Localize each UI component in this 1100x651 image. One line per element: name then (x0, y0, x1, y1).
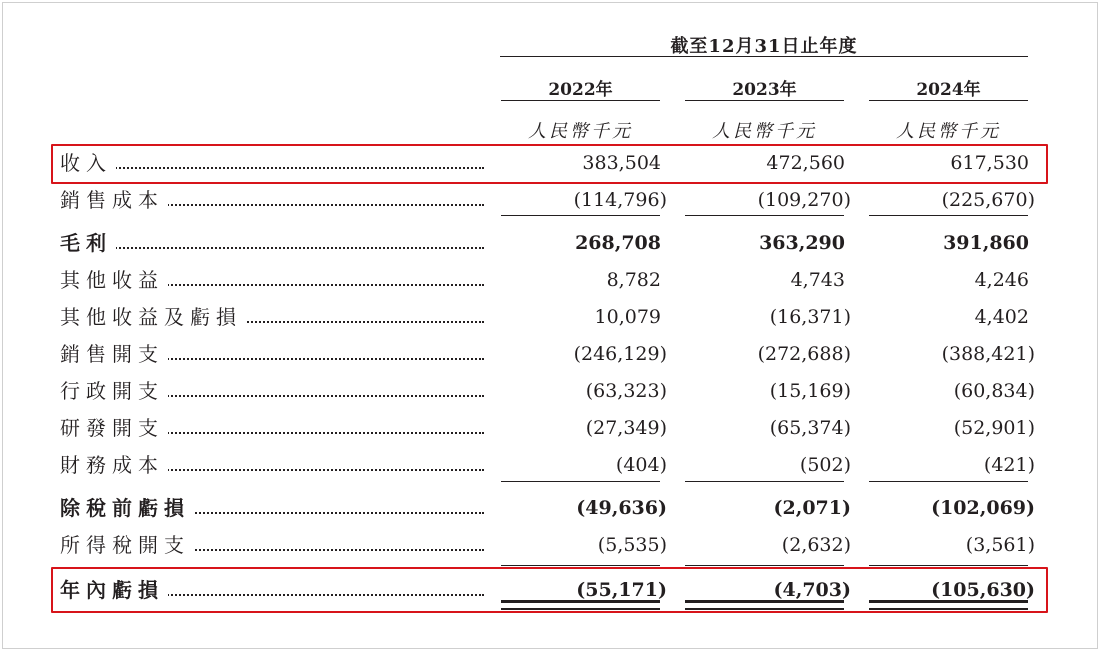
cell-2023: (15,169) (769, 380, 851, 402)
cell-2022: (114,796) (573, 189, 667, 211)
cell-2023: (2,632) (781, 534, 851, 556)
row-label (60, 530, 500, 560)
row-label (60, 339, 500, 369)
cell-2023: 4,743 (790, 269, 845, 291)
row-label-text: 其他收益 (60, 268, 168, 292)
cell-2022: 268,708 (575, 232, 661, 254)
cell-2023: (4,703) (773, 579, 851, 601)
cell-2024: (3,561) (965, 534, 1035, 556)
cell-2024: (421) (983, 454, 1035, 476)
table-row (0, 339, 1100, 369)
row-label (60, 228, 500, 258)
cell-2023: (65,374) (769, 417, 851, 439)
table-row (0, 493, 1100, 523)
total-double-rule (869, 600, 1028, 610)
cell-2023: 363,290 (759, 232, 845, 254)
row-label-text: 除稅前虧損 (60, 496, 194, 520)
table-row (0, 148, 1100, 178)
year-header-2024: 2024年 (916, 80, 981, 100)
table-row (0, 228, 1100, 258)
dot-leader (60, 167, 484, 169)
cell-2022: 8,782 (606, 269, 661, 291)
year-rule-2024 (869, 100, 1028, 101)
row-label-text: 研發開支 (60, 416, 168, 440)
cell-2022: (246,129) (573, 343, 667, 365)
cell-2024: (105,630) (931, 579, 1035, 601)
subtotal-rule (501, 565, 660, 566)
cell-2022: (5,535) (597, 534, 667, 556)
row-label-text: 行政開支 (60, 379, 168, 403)
subtotal-rule (685, 565, 844, 566)
row-label (60, 302, 500, 332)
row-label-text: 收入 (60, 151, 116, 175)
cell-2024: (225,670) (941, 189, 1035, 211)
cell-2022: (404) (615, 454, 667, 476)
cell-2022: 383,504 (582, 152, 661, 174)
row-label-text: 財務成本 (60, 453, 168, 477)
total-double-rule (685, 600, 844, 610)
row-label (60, 450, 500, 480)
row-label-text: 所得稅開支 (60, 533, 194, 557)
year-rule-2023 (685, 100, 844, 101)
cell-2024: 391,860 (943, 232, 1029, 254)
row-label-text: 銷售成本 (60, 188, 168, 212)
row-label (60, 376, 500, 406)
subtotal-rule (685, 215, 844, 216)
row-label-text: 年內虧損 (60, 578, 168, 602)
cell-2023: (502) (799, 454, 851, 476)
table-row (0, 185, 1100, 215)
row-label (60, 265, 500, 295)
unit-label-2022: 人民幣千元 (528, 121, 633, 142)
row-label-text: 其他收益及虧損 (60, 305, 246, 329)
row-label (60, 185, 500, 215)
table-row (0, 413, 1100, 443)
cell-2024: (388,421) (941, 343, 1035, 365)
subtotal-rule (869, 565, 1028, 566)
cell-2022: (49,636) (576, 497, 667, 519)
cell-2022: (63,323) (585, 380, 667, 402)
year-rule-2022 (501, 100, 660, 101)
subtotal-rule (501, 215, 660, 216)
subtotal-rule (869, 215, 1028, 216)
table-row (0, 530, 1100, 560)
cell-2023: (109,270) (757, 189, 851, 211)
subtotal-rule (501, 481, 660, 482)
row-label (60, 493, 500, 523)
cell-2024: (102,069) (931, 497, 1035, 519)
unit-label-2024: 人民幣千元 (896, 121, 1001, 142)
dot-leader (60, 247, 484, 249)
table-row (0, 302, 1100, 332)
cell-2023: (2,071) (773, 497, 851, 519)
cell-2024: 4,246 (974, 269, 1029, 291)
cell-2024: 617,530 (950, 152, 1029, 174)
table-row (0, 450, 1100, 480)
cell-2023: (16,371) (769, 306, 851, 328)
cell-2022: (55,171) (576, 579, 667, 601)
table-row (0, 265, 1100, 295)
cell-2024: (52,901) (953, 417, 1035, 439)
year-header-2023: 2023年 (732, 80, 797, 100)
row-label (60, 148, 500, 178)
period-header: 截至12月31日止年度 (670, 36, 858, 57)
cell-2022: 10,079 (594, 306, 661, 328)
subtotal-rule (685, 481, 844, 482)
table-row (0, 376, 1100, 406)
cell-2022: (27,349) (585, 417, 667, 439)
row-label-text: 銷售開支 (60, 342, 168, 366)
year-header-2022: 2022年 (548, 80, 613, 100)
row-label (60, 575, 500, 605)
cell-2024: 4,402 (974, 306, 1029, 328)
total-double-rule (501, 600, 660, 610)
subtotal-rule (869, 481, 1028, 482)
unit-label-2023: 人民幣千元 (712, 121, 817, 142)
cell-2024: (60,834) (953, 380, 1035, 402)
cell-2023: 472,560 (766, 152, 845, 174)
period-header-rule (500, 56, 1028, 57)
cell-2023: (272,688) (757, 343, 851, 365)
row-label-text: 毛利 (60, 231, 116, 255)
row-label (60, 413, 500, 443)
